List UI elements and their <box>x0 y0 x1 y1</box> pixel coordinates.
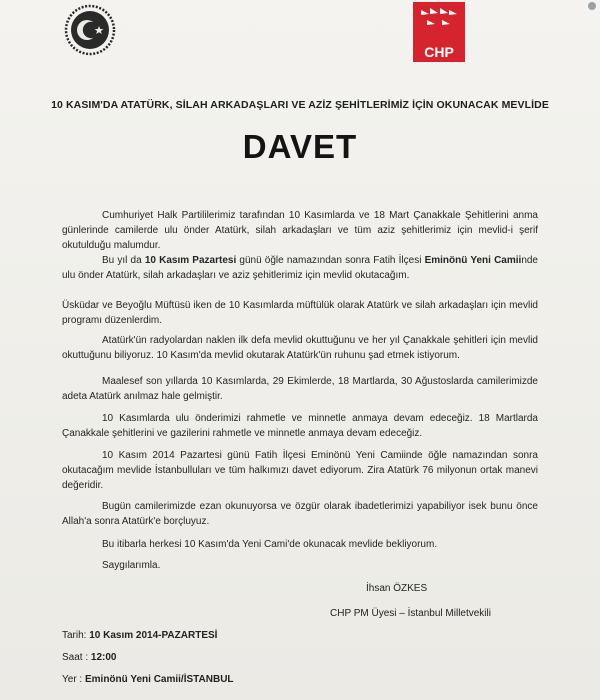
document-subtitle: 10 KASIM'DA ATATÜRK, SİLAH ARKADAŞLARI VE AZİZ ŞEHİTLERİMİZ İÇİN OKUNACAK MEVLİDE <box>51 99 549 111</box>
pin-dot <box>588 2 596 10</box>
paragraph-8: Bugün camilerimizde ezan okunuyorsa ve özgür olarak ibadetlerimizi yapabiliyor isek bunu önce Allah'a sonra Atatürk'e borçluyuz. <box>62 501 538 527</box>
signature-role: CHP PM Üyesi – İstanbul Milletvekili <box>330 608 491 619</box>
closing-line: Saygılarımla. <box>102 560 161 571</box>
paragraph-2-date: 10 Kasım Pazartesi <box>144 255 237 266</box>
paragraph-3: Üsküdar ve Beyoğlu Müftüsü iken de 10 Kasımlarda müftülük olarak Atatürk ve silah arkadaşları için mevlid programı düzenlerdim. <box>62 300 538 326</box>
paragraph-2-part-e: nde ulu önder Atatürk, silah arkadaşları ve aziz şehitlerimiz için mevlid okutacağım. <box>62 255 538 281</box>
time-label: Saat : <box>62 652 91 663</box>
document-title: DAVET <box>242 128 358 165</box>
place-label: Yer : <box>62 674 85 685</box>
date-value: 10 Kasım 2014-PAZARTESİ <box>89 630 218 641</box>
paragraph-2-mosque: Eminönü Yeni Camii <box>424 255 522 266</box>
paragraph-4: Atatürk'ün radyolardan naklen ilk defa mevlid okuttuğunu ve her yıl Çanakkale şehitleri için mevlid okuttuğunu biliyoruz. 10 Kasım'da mevlid okutarak Atatürk'ün ruhunu şad etmek istiyorum. <box>62 335 538 361</box>
date-label: Tarih: <box>62 630 90 641</box>
signature-name: İhsan ÖZKES <box>366 583 428 594</box>
date-line <box>62 630 217 641</box>
place-line <box>62 674 234 685</box>
paragraph-6: 10 Kasımlarda ulu önderimizi rahmetle ve minnetle anmaya devam edeceğiz. 18 Martlarda Çanakkale şehitlerini ve gazilerini rahmetle ve minnetle anmaya devam edeceğiz. <box>62 413 538 439</box>
paragraph-5: Maalesef son yıllarda 10 Kasımlarda, 29 Ekimlerde, 18 Martlarda, 30 Ağustoslarda camilerimizde adeta Atatürk anılmaz hale gelmiştir. <box>62 376 538 402</box>
time-value: 12:00 <box>90 652 117 663</box>
paragraph-2-part-a: Bu yıl da <box>102 255 145 266</box>
paragraph-2 <box>62 253 538 283</box>
place-value: Eminönü Yeni Camii/İSTANBUL <box>84 674 234 685</box>
time-line <box>62 652 116 663</box>
chp-logo <box>413 2 465 62</box>
tbmm-seal-icon <box>64 4 116 56</box>
chp-logo-icon <box>413 2 465 62</box>
paragraph-2-part-c: günü öğle namazından sonra Fatih İlçesi <box>236 255 425 266</box>
paragraph-9: Bu itibarla herkesi 10 Kasım'da Yeni Cami'de okunacak mevlide bekliyorum. <box>102 539 438 550</box>
paragraph-1: Cumhuriyet Halk Partililerimiz tarafından 10 Kasımlarda ve 18 Mart Çanakkale Şehitlerini anma günlerinde camilerde ulu önder Atatürk, silah arkadaşları ve tüm aziz şehitlerimiz için mevlid-i şerif okutulduğu malumdur. <box>62 210 538 251</box>
chp-logo-text: CHP <box>424 44 454 60</box>
paragraph-7: 10 Kasım 2014 Pazartesi günü Fatih İlçesi Eminönü Yeni Camiinde öğle namazından sonra okutacağım mevlide İstanbulluları ve tüm halkımızı davet ediyorum. Zira Atatürk 76 milyonun ortak manevi değeridir. <box>62 450 538 491</box>
